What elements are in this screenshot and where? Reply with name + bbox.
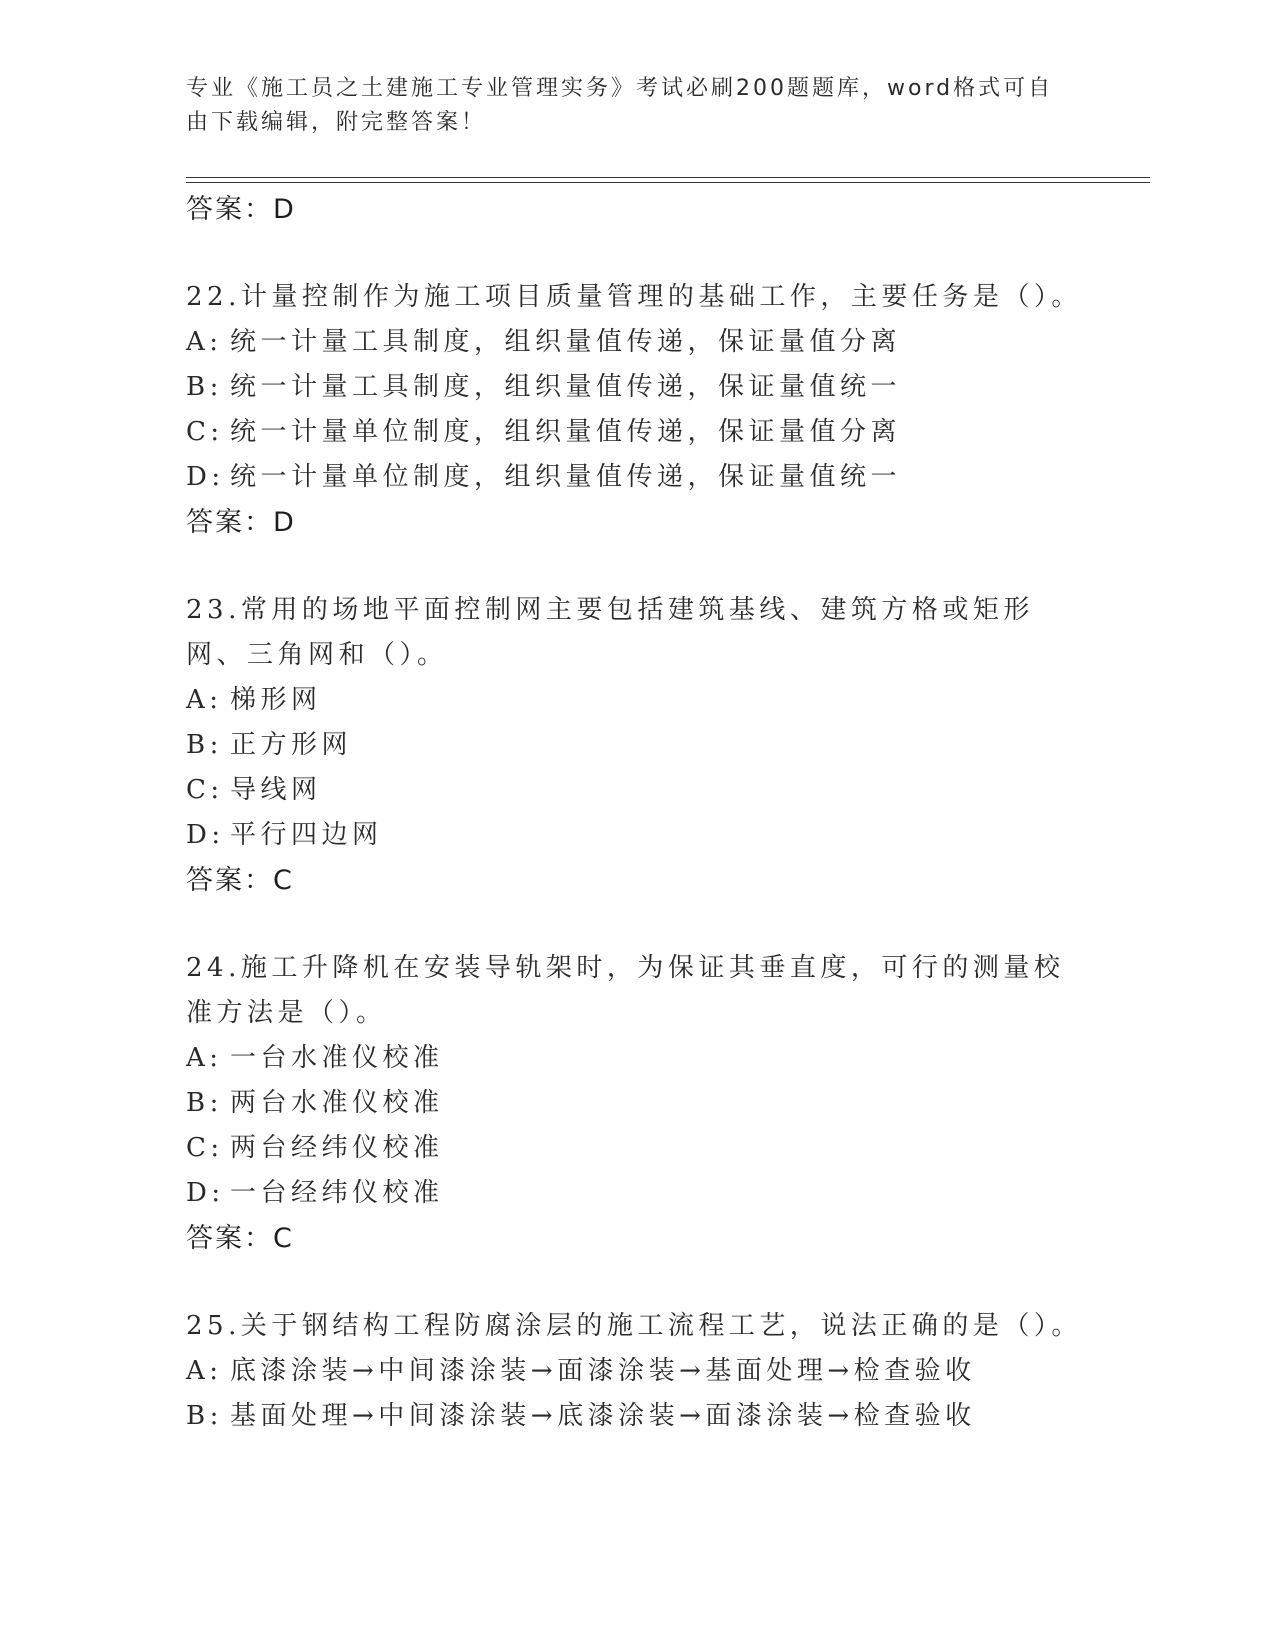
question-block xyxy=(186,588,1086,904)
option-key: B: xyxy=(186,1401,223,1431)
option-b xyxy=(186,1394,1086,1439)
document-header: 专业《施工员之土建施工专业管理实务》考试必刷200题题库，word格式可自由下载编辑，附完整答案！ xyxy=(186,76,1054,135)
option-text: 统一计量工具制度，组织量值传递，保证量值分离 xyxy=(230,327,902,357)
option-a xyxy=(186,1349,1086,1394)
option-a xyxy=(186,1036,1086,1081)
option-text: 统一计量工具制度，组织量值传递，保证量值统一 xyxy=(230,372,902,402)
option-key: C: xyxy=(186,1133,224,1163)
option-text: 两台经纬仪校准 xyxy=(230,1133,444,1163)
header-divider-line xyxy=(186,182,1150,183)
option-b xyxy=(186,1081,1086,1126)
header-divider-line xyxy=(186,177,1150,178)
option-text: 底漆涂装→中间漆涂装→面漆涂装→基面处理→检查验收 xyxy=(230,1356,976,1386)
option-b xyxy=(186,723,1086,768)
option-a xyxy=(186,320,1086,365)
option-text: 平行四边网 xyxy=(230,820,383,850)
option-key: A: xyxy=(186,685,223,715)
answer-text: 答案：D xyxy=(186,507,296,538)
question-stem: 22.计量控制作为施工项目质量管理的基础工作，主要任务是（）。 xyxy=(186,282,1082,312)
option-d xyxy=(186,813,1086,858)
option-key: B: xyxy=(186,372,223,402)
option-c xyxy=(186,410,1086,455)
option-key: D: xyxy=(186,820,225,850)
option-key: C: xyxy=(186,417,224,447)
option-key: B: xyxy=(186,730,223,760)
question-stem: 24.施工升降机在安装导轨架时，为保证其垂直度，可行的测量校准方法是（）。 xyxy=(186,953,1065,1028)
option-text: 梯形网 xyxy=(230,685,322,715)
option-text: 统一计量单位制度，组织量值传递，保证量值统一 xyxy=(230,462,902,492)
option-text: 导线网 xyxy=(230,775,322,805)
answer-text: 答案：C xyxy=(186,865,294,896)
question-block xyxy=(186,1304,1086,1439)
option-key: A: xyxy=(186,327,223,357)
answer-text: 答案：D xyxy=(186,194,296,225)
option-key: A: xyxy=(186,1356,223,1386)
question-block xyxy=(186,946,1086,1262)
option-key: D: xyxy=(186,462,225,492)
option-text: 统一计量单位制度，组织量值传递，保证量值分离 xyxy=(230,417,902,447)
option-text: 正方形网 xyxy=(230,730,353,760)
option-key: B: xyxy=(186,1088,223,1118)
option-key: A: xyxy=(186,1043,223,1073)
option-key: C: xyxy=(186,775,224,805)
answer-text: 答案：C xyxy=(186,1223,294,1254)
option-b xyxy=(186,365,1086,410)
document-body xyxy=(186,187,1086,1439)
option-text: 一台经纬仪校准 xyxy=(230,1178,444,1208)
option-text: 基面处理→中间漆涂装→底漆涂装→面漆涂装→检查验收 xyxy=(230,1401,976,1431)
option-text: 一台水准仪校准 xyxy=(230,1043,444,1073)
option-c xyxy=(186,1126,1086,1171)
question-stem: 25.关于钢结构工程防腐涂层的施工流程工艺，说法正确的是（）。 xyxy=(186,1311,1082,1341)
option-d xyxy=(186,1171,1086,1216)
option-key: D: xyxy=(186,1178,225,1208)
question-block xyxy=(186,275,1086,546)
option-text: 两台水准仪校准 xyxy=(230,1088,444,1118)
option-c xyxy=(186,768,1086,813)
option-d xyxy=(186,455,1086,500)
question-stem: 23.常用的场地平面控制网主要包括建筑基线、建筑方格或矩形网、三角网和（）。 xyxy=(186,595,1034,670)
option-a xyxy=(186,678,1086,723)
